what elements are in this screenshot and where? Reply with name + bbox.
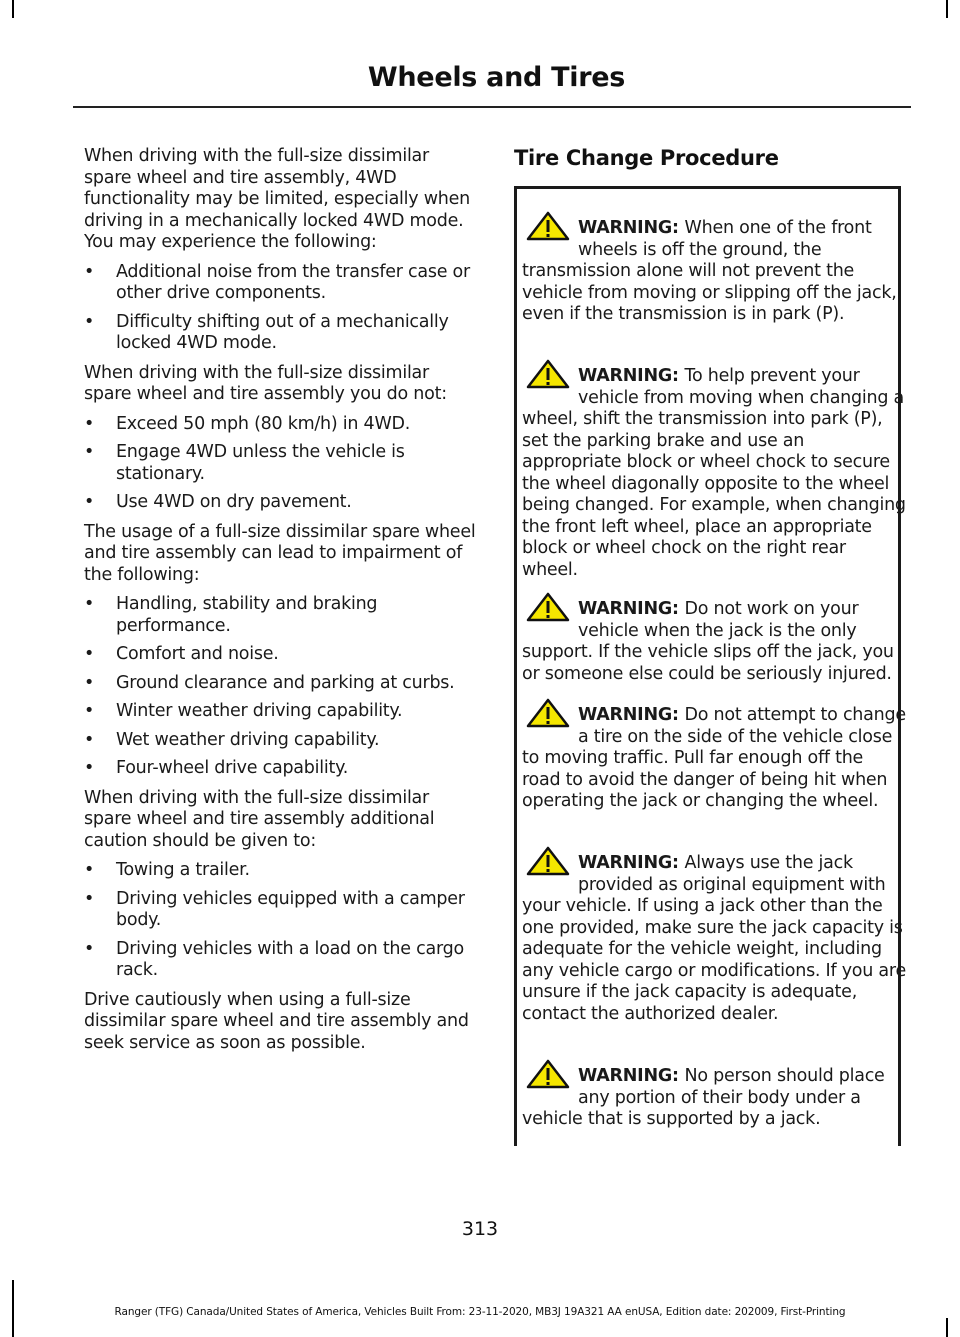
warning-text: To help prevent your vehicle from moving when changing a wheel, shift the transmission into park (P), set the parking brake and use an appropriate block or wheel chock to secure the wheel diagonally opposite to the wheel being changed. For example, when changing the front left wheel, place an appropriate block or wheel chock on the right rear wheel. bbox=[522, 366, 906, 580]
list-item: • Ground clearance and parking at curbs. bbox=[84, 673, 478, 695]
warning-triangle-icon bbox=[524, 846, 572, 876]
list-item: • Engage 4WD unless the vehicle is stationary. bbox=[84, 442, 478, 485]
list-item: • Winter weather driving capability. bbox=[84, 701, 478, 723]
list-item: • Handling, stability and braking performance. bbox=[84, 594, 478, 637]
warning-text: Do not work on your vehicle when the jack is the only support. If the vehicle slips off the jack, you or someone else could be seriously injured. bbox=[522, 599, 894, 684]
warning-text: When one of the front wheels is off the ground, the transmission alone will not prevent the vehicle from moving or slipping off the jack, even if the transmission is in park (P). bbox=[522, 218, 897, 324]
warning-triangle-icon bbox=[524, 359, 572, 389]
warning-item bbox=[514, 853, 910, 1025]
list-item: • Four-wheel drive capability. bbox=[84, 758, 478, 780]
warning-label: WARNING: bbox=[578, 599, 685, 619]
page-header-title: Wheels and Tires bbox=[367, 62, 625, 93]
left-column bbox=[84, 146, 478, 1062]
crop-mark-bottom-right bbox=[946, 1318, 948, 1337]
warning-text: Do not attempt to change a tire on the side of the vehicle close to moving traffic. Pull far enough off the road to avoid the danger of being hit when operating the jack or changing the wheel. bbox=[522, 705, 906, 811]
right-column bbox=[514, 146, 906, 1129]
warning-triangle-icon bbox=[524, 698, 572, 728]
list-item: • Wet weather driving capability. bbox=[84, 730, 478, 752]
warning-label: WARNING: bbox=[578, 366, 685, 386]
warning-item bbox=[514, 366, 910, 581]
warning-item bbox=[514, 218, 910, 326]
page-number: 313 bbox=[461, 1218, 499, 1240]
bullet-list bbox=[84, 414, 478, 514]
warning-label: WARNING: bbox=[578, 218, 685, 238]
warning-triangle-icon bbox=[524, 211, 572, 241]
crop-mark-top-left bbox=[12, 0, 14, 18]
header-divider bbox=[73, 106, 911, 108]
list-item: • Exceed 50 mph (80 km/h) in 4WD. bbox=[84, 414, 478, 436]
list-item: • Driving vehicles with a load on the cargo rack. bbox=[84, 939, 478, 982]
warning-triangle-icon bbox=[524, 1059, 572, 1089]
warning-item bbox=[514, 705, 910, 813]
paragraph: When driving with the full-size dissimilar spare wheel and tire assembly you do not: bbox=[84, 362, 447, 404]
paragraph: When driving with the full-size dissimilar spare wheel and tire assembly, 4WD functionality may be limited, especially when driving in a mechanically locked 4WD mode. You may experience the following: bbox=[84, 146, 470, 252]
section-title: Tire Change Procedure bbox=[514, 146, 779, 170]
paragraph: The usage of a full-size dissimilar spare wheel and tire assembly can lead to impairment of the following: bbox=[84, 521, 476, 585]
warning-triangle-icon bbox=[524, 592, 572, 622]
list-item: • Use 4WD on dry pavement. bbox=[84, 492, 478, 514]
bullet-list bbox=[84, 594, 478, 780]
warning-text: Always use the jack provided as original equipment with your vehicle. If using a jack other than the one provided, make sure the jack capacity is adequate for the vehicle weight, including any vehicle cargo or modifications. If you are unsure if the jack capacity is adequate, contact the authorized dealer. bbox=[522, 853, 906, 1024]
footer-text: Ranger (TFG) Canada/United States of America, Vehicles Built From: 23-11-2020, MB3J 19A321 AA enUSA, Edition date: 202009, First-Printing bbox=[114, 1306, 846, 1318]
warning-text: No person should place any portion of their body under a vehicle that is supported by a jack. bbox=[522, 1066, 885, 1129]
bullet-list bbox=[84, 262, 478, 355]
warning-item bbox=[514, 1066, 910, 1131]
list-item: • Comfort and noise. bbox=[84, 644, 478, 666]
bullet-list bbox=[84, 860, 478, 982]
warning-item bbox=[514, 599, 910, 685]
list-item: • Towing a trailer. bbox=[84, 860, 478, 882]
list-item: • Additional noise from the transfer case or other drive components. bbox=[84, 262, 478, 305]
warning-label: WARNING: bbox=[578, 705, 685, 725]
crop-mark-top-right bbox=[946, 0, 948, 18]
warning-label: WARNING: bbox=[578, 1066, 685, 1086]
warning-label: WARNING: bbox=[578, 853, 685, 873]
list-item: • Driving vehicles equipped with a camper body. bbox=[84, 889, 478, 932]
list-item: • Difficulty shifting out of a mechanically locked 4WD mode. bbox=[84, 312, 478, 355]
paragraph: When driving with the full-size dissimilar spare wheel and tire assembly additional caution should be given to: bbox=[84, 787, 435, 851]
paragraph: Drive cautiously when using a full-size dissimilar spare wheel and tire assembly and seek service as soon as possible. bbox=[84, 989, 469, 1053]
